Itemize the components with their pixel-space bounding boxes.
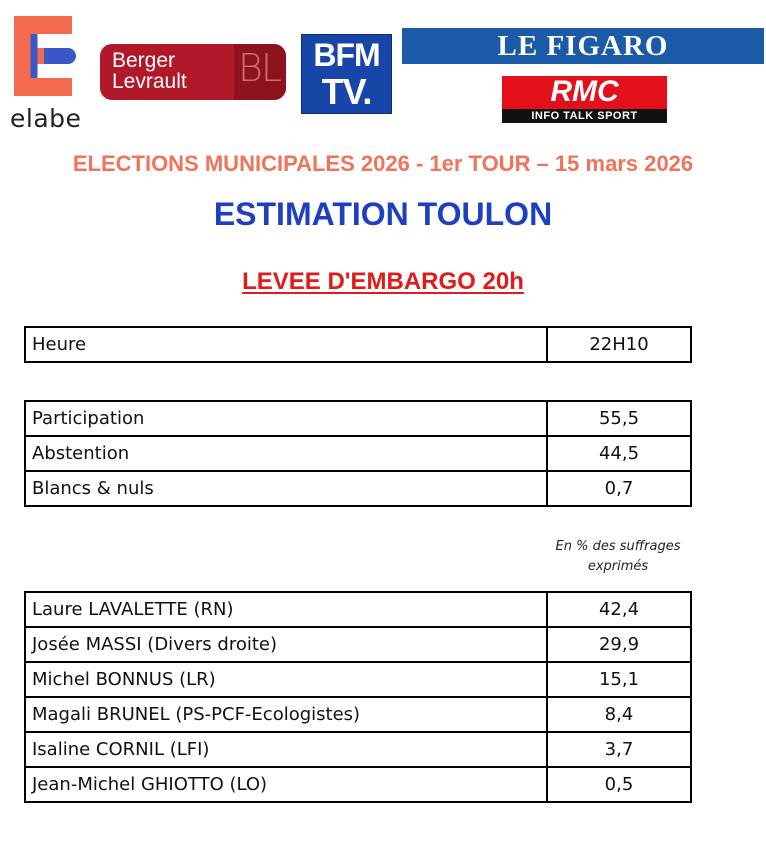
row-label: Blancs & nuls — [25, 471, 547, 506]
table-row — [25, 627, 691, 662]
rmc-wordmark: RMC — [550, 75, 619, 108]
table-row — [25, 327, 691, 362]
table-row — [25, 697, 691, 732]
candidate-name: Magali BRUNEL (PS-PCF-Ecologistes) — [25, 697, 547, 732]
page-title: ESTIMATION TOULON — [213, 196, 553, 232]
table-row — [25, 436, 691, 471]
time-table — [24, 326, 692, 363]
elabe-wordmark: elabe — [10, 104, 82, 133]
berger-levrault-mark: BL — [237, 46, 280, 90]
row-value: 0,7 — [547, 471, 691, 506]
candidate-name: Josée MASSI (Divers droite) — [25, 627, 547, 662]
table-row — [25, 732, 691, 767]
participation-table — [24, 400, 692, 507]
table-row — [25, 592, 691, 627]
le-figaro-wordmark: LE FIGARO — [497, 30, 669, 62]
candidate-name: Isaline CORNIL (LFI) — [25, 732, 547, 767]
le-figaro-logo — [402, 28, 764, 64]
row-value: 55,5 — [547, 401, 691, 436]
candidate-score: 0,5 — [547, 767, 691, 802]
candidate-score: 29,9 — [547, 627, 691, 662]
table-row — [25, 471, 691, 506]
candidate-score: 8,4 — [547, 697, 691, 732]
election-title: ELECTIONS MUNICIPALES 2026 - 1er TOUR – 15 mars 2026 — [72, 151, 694, 176]
row-value: 44,5 — [547, 436, 691, 471]
elabe-e-icon — [10, 12, 80, 100]
table-row — [25, 401, 691, 436]
berger-levrault-wordmark: Berger Levrault — [112, 49, 187, 93]
candidate-score: 15,1 — [547, 662, 691, 697]
elabe-logo — [10, 12, 86, 133]
candidate-name: Jean-Michel GHIOTTO (LO) — [25, 767, 547, 802]
row-label: Participation — [25, 401, 547, 436]
candidates-table — [24, 591, 692, 803]
row-label: Abstention — [25, 436, 547, 471]
candidate-score: 3,7 — [547, 732, 691, 767]
bfmtv-line2: TV. — [321, 71, 372, 112]
candidate-name: Michel BONNUS (LR) — [25, 662, 547, 697]
table-row — [25, 767, 691, 802]
bfmtv-logo — [301, 34, 392, 114]
candidate-name: Laure LAVALETTE (RN) — [25, 592, 547, 627]
row-label: Heure — [25, 327, 547, 362]
table-row — [25, 662, 691, 697]
results-unit-note: En % des suffrages exprimés — [555, 539, 681, 574]
rmc-subtitle: INFO TALK SPORT — [502, 109, 667, 123]
rmc-logo — [502, 76, 667, 123]
embargo-notice: LEVEE D'EMBARGO 20h — [242, 268, 524, 295]
bfmtv-line1: BFM — [313, 37, 380, 73]
candidate-score: 42,4 — [547, 592, 691, 627]
berger-levrault-logo — [100, 44, 286, 100]
row-value: 22H10 — [547, 327, 691, 362]
